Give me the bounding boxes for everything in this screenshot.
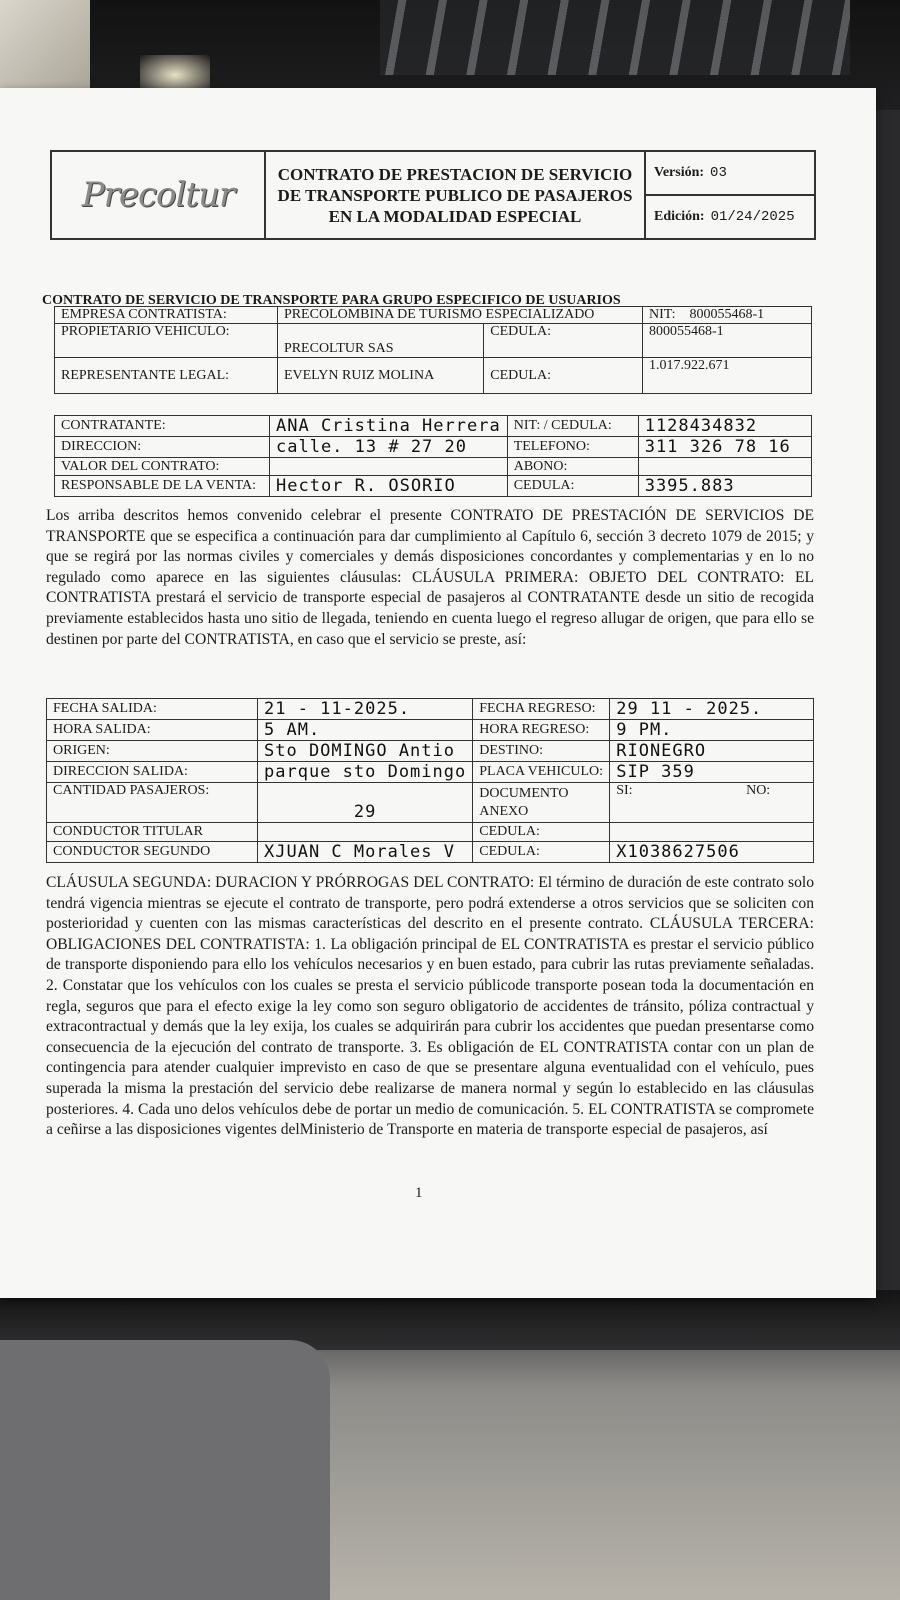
conductor-titular-label: CONDUCTOR TITULAR [47,823,258,842]
intro-paragraph: Los arriba descritos hemos convenido celebrar el presente CONTRATO DE PRESTACIÓN DE SERVICIOS DE TRANSPORTE que se especifica a continuación para dar cumplimiento al Capítulo 6, sección 3 decreto 1079 de 2015; y que se regirá por las normas civiles y comerciales y demás disposiciones concordantes y complementarias y en lo no regulado como aparece en las siguientes cláusulas: CLÁUSULA PRIMERA: OBJETO DEL CONTRATO: EL CONTRATISTA prestará el servicio de transporte especial de pasajeros al CONTRATANTE desde un sitio de recogida previamente establecidos hasta uno sitio de llegada, teniendo en cuenta luego el regreso allugar de origen, que para ello se destinen por parte del CONTRATISTA, en caso que el servicio se preste, así: [46,507,814,648]
table-row [47,783,814,823]
direccion-salida-label: DIRECCION SALIDA: [47,762,258,783]
nit-cedula-value: 1128434832 [638,416,811,437]
document-title: CONTRATO DE PRESTACION DE SERVICIO DE TRANSPORTE PUBLICO DE PASAJEROS EN LA MODALIDAD ESPECIAL [266,152,646,238]
destino-label: DESTINO: [473,741,610,762]
anexo-cell [610,783,814,823]
company-logo [52,152,266,238]
placa-label: PLACA VEHICULO: [473,762,610,783]
background-graphic [380,0,850,75]
direccion-label: DIRECCION: [55,437,270,458]
direccion-value: calle. 13 # 27 20 [270,437,508,458]
origen-label: ORIGEN: [47,741,258,762]
propietario-value: PRECOLTUR SAS [277,324,483,358]
si-label: SI: [616,783,633,798]
fecha-regreso-label: FECHA REGRESO: [473,699,610,720]
conductor-titular-cedula-label: CEDULA: [473,823,610,842]
clauses-paragraph: CLÁUSULA SEGUNDA: DURACION Y PRÓRROGAS DEL CONTRATO: El término de duración de este contrato solo tendrá vigencia mientras se ejecute el contrato de transporte, pero podrá extenderse a otros servicios que se soliciten con posterioridad y cuenten con las mismas características del descrito en el presente contrato. CLÁUSULA TERCERA: OBLIGACIONES DEL CONTRATISTA: 1. La obligación principal de EL CONTRATISTA es prestar el servicio público de transporte disponiendo para ello los vehículos necesarios y en buen estado, para cubrir las rutas previamente señaladas. 2. Constatar que los vehículos con los cuales se presta el servicio públicode transporte posean toda la documentación en regla, seguros que para el efecto exige la ley como son seguro obligatorio de accidentes de tránsito, póliza contractual y extracontractual y demás que la ley exija, los cuales se adquirirán para cubrir los accidentes que puedan presentarse como consecuencia de la ejecución del contrato de transporte. 3. Es obligación de EL CONTRATISTA contar con un plan de contingencia para atender cualquier imprevisto en caso de que se presentare alguna eventualidad con el vehículo, pues superada la misma la prestación del servicio debe realizarse de manera normal y según lo establecido en las cláusulas posteriores. 4. Cada uno delos vehículos debe de portar un medio de comunicación. 5. EL CONTRATISTA se compromete a ceñirse a las disposiciones vigentes delMinisterio de Transporte en materia de transporte especial de pasajeros, así [46,874,814,1139]
fecha-salida-label: FECHA SALIDA: [47,699,258,720]
responsable-label: RESPONSABLE DE LA VENTA: [55,476,270,497]
direccion-salida-value: parque sto Domingo [258,762,473,783]
valor-label: VALOR DEL CONTRATO: [55,458,270,476]
fecha-salida-value: 21 - 11-2025. [258,699,473,720]
edition-row [646,196,814,238]
cantidad-label: CANTIDAD PASAJEROS: [47,783,258,823]
table-row [47,842,814,863]
edition-label: Edición: [654,209,705,224]
document-header [50,150,816,240]
table-row [47,741,814,762]
version-value: 03 [710,165,727,181]
hora-regreso-label: HORA REGRESO: [473,720,610,741]
table-row [55,437,812,458]
cantidad-value: 29 [258,783,473,823]
page-number: 1 [415,1185,423,1201]
background-fabric [0,1340,330,1600]
propietario-label: PROPIETARIO VEHICULO: [55,324,278,358]
propietario-cedula-value: 800055468-1 [642,324,811,358]
table-row [55,358,812,394]
contratante-value: ANA Cristina Herrera [270,416,508,437]
nit-value: 800055468-1 [689,307,765,322]
conductor-segundo-label: CONDUCTOR SEGUNDO [47,842,258,863]
contract-page [0,88,876,1298]
version-row [646,152,814,196]
origen-value: Sto DOMINGO Antio [258,741,473,762]
table-row [47,823,814,842]
contratante-label: CONTRATANTE: [55,416,270,437]
table-row [55,416,812,437]
abono-value [638,458,811,476]
conductor-segundo-value: XJUAN C Morales V [258,842,473,863]
valor-value [270,458,508,476]
conductor-segundo-cedula-value: X1038627506 [610,842,814,863]
table-row [55,458,812,476]
abono-label: ABONO: [507,458,638,476]
placa-value: SIP 359 [610,762,814,783]
table-row [47,720,814,741]
section1-title: CONTRATO DE SERVICIO DE TRANSPORTE PARA GRUPO ESPECIFICO DE USUARIOS [42,293,621,308]
nit-label: NIT: [648,307,676,322]
contractor-table [54,306,812,394]
representante-cedula-value: 1.017.922.671 [642,358,811,394]
destino-value: RIONEGRO [610,741,814,762]
hora-regreso-value: 9 PM. [610,720,814,741]
telefono-label: TELEFONO: [507,437,638,458]
version-box [646,152,814,238]
hora-salida-label: HORA SALIDA: [47,720,258,741]
empresa-value: PRECOLOMBINA DE TURISMO ESPECIALIZADO [277,307,642,324]
table-row [55,324,812,358]
table-row [47,762,814,783]
responsable-cedula-label: CEDULA: [507,476,638,497]
responsable-value: Hector R. OSORIO [270,476,508,497]
version-label: Versión: [654,165,705,180]
conductor-segundo-cedula-label: CEDULA: [473,842,610,863]
documento-label: DOCUMENTO ANEXO [473,783,610,823]
representante-value: EVELYN RUIZ MOLINA [277,358,483,394]
propietario-cedula-label: CEDULA: [484,324,643,358]
table-row [47,699,814,720]
empresa-label: EMPRESA CONTRATISTA: [55,307,278,324]
hora-salida-value: 5 AM. [258,720,473,741]
representante-label: REPRESENTANTE LEGAL: [55,358,278,394]
responsable-cedula-value: 3395.883 [638,476,811,497]
representante-cedula-label: CEDULA: [484,358,643,394]
client-table [54,415,812,497]
nit-cedula-label: NIT: / CEDULA: [507,416,638,437]
conductor-titular-cedula-value [610,823,814,842]
fecha-regreso-value: 29 11 - 2025. [610,699,814,720]
edition-value: 01/24/2025 [710,209,795,225]
nit-cell [642,307,811,324]
table-row [55,307,812,324]
table-row [55,476,812,497]
conductor-titular-value [258,823,473,842]
logo-text: Precoltur [81,175,235,215]
trip-table [46,698,814,863]
no-label: NO: [746,783,771,798]
background-window [0,0,90,95]
telefono-value: 311 326 78 16 [638,437,811,458]
